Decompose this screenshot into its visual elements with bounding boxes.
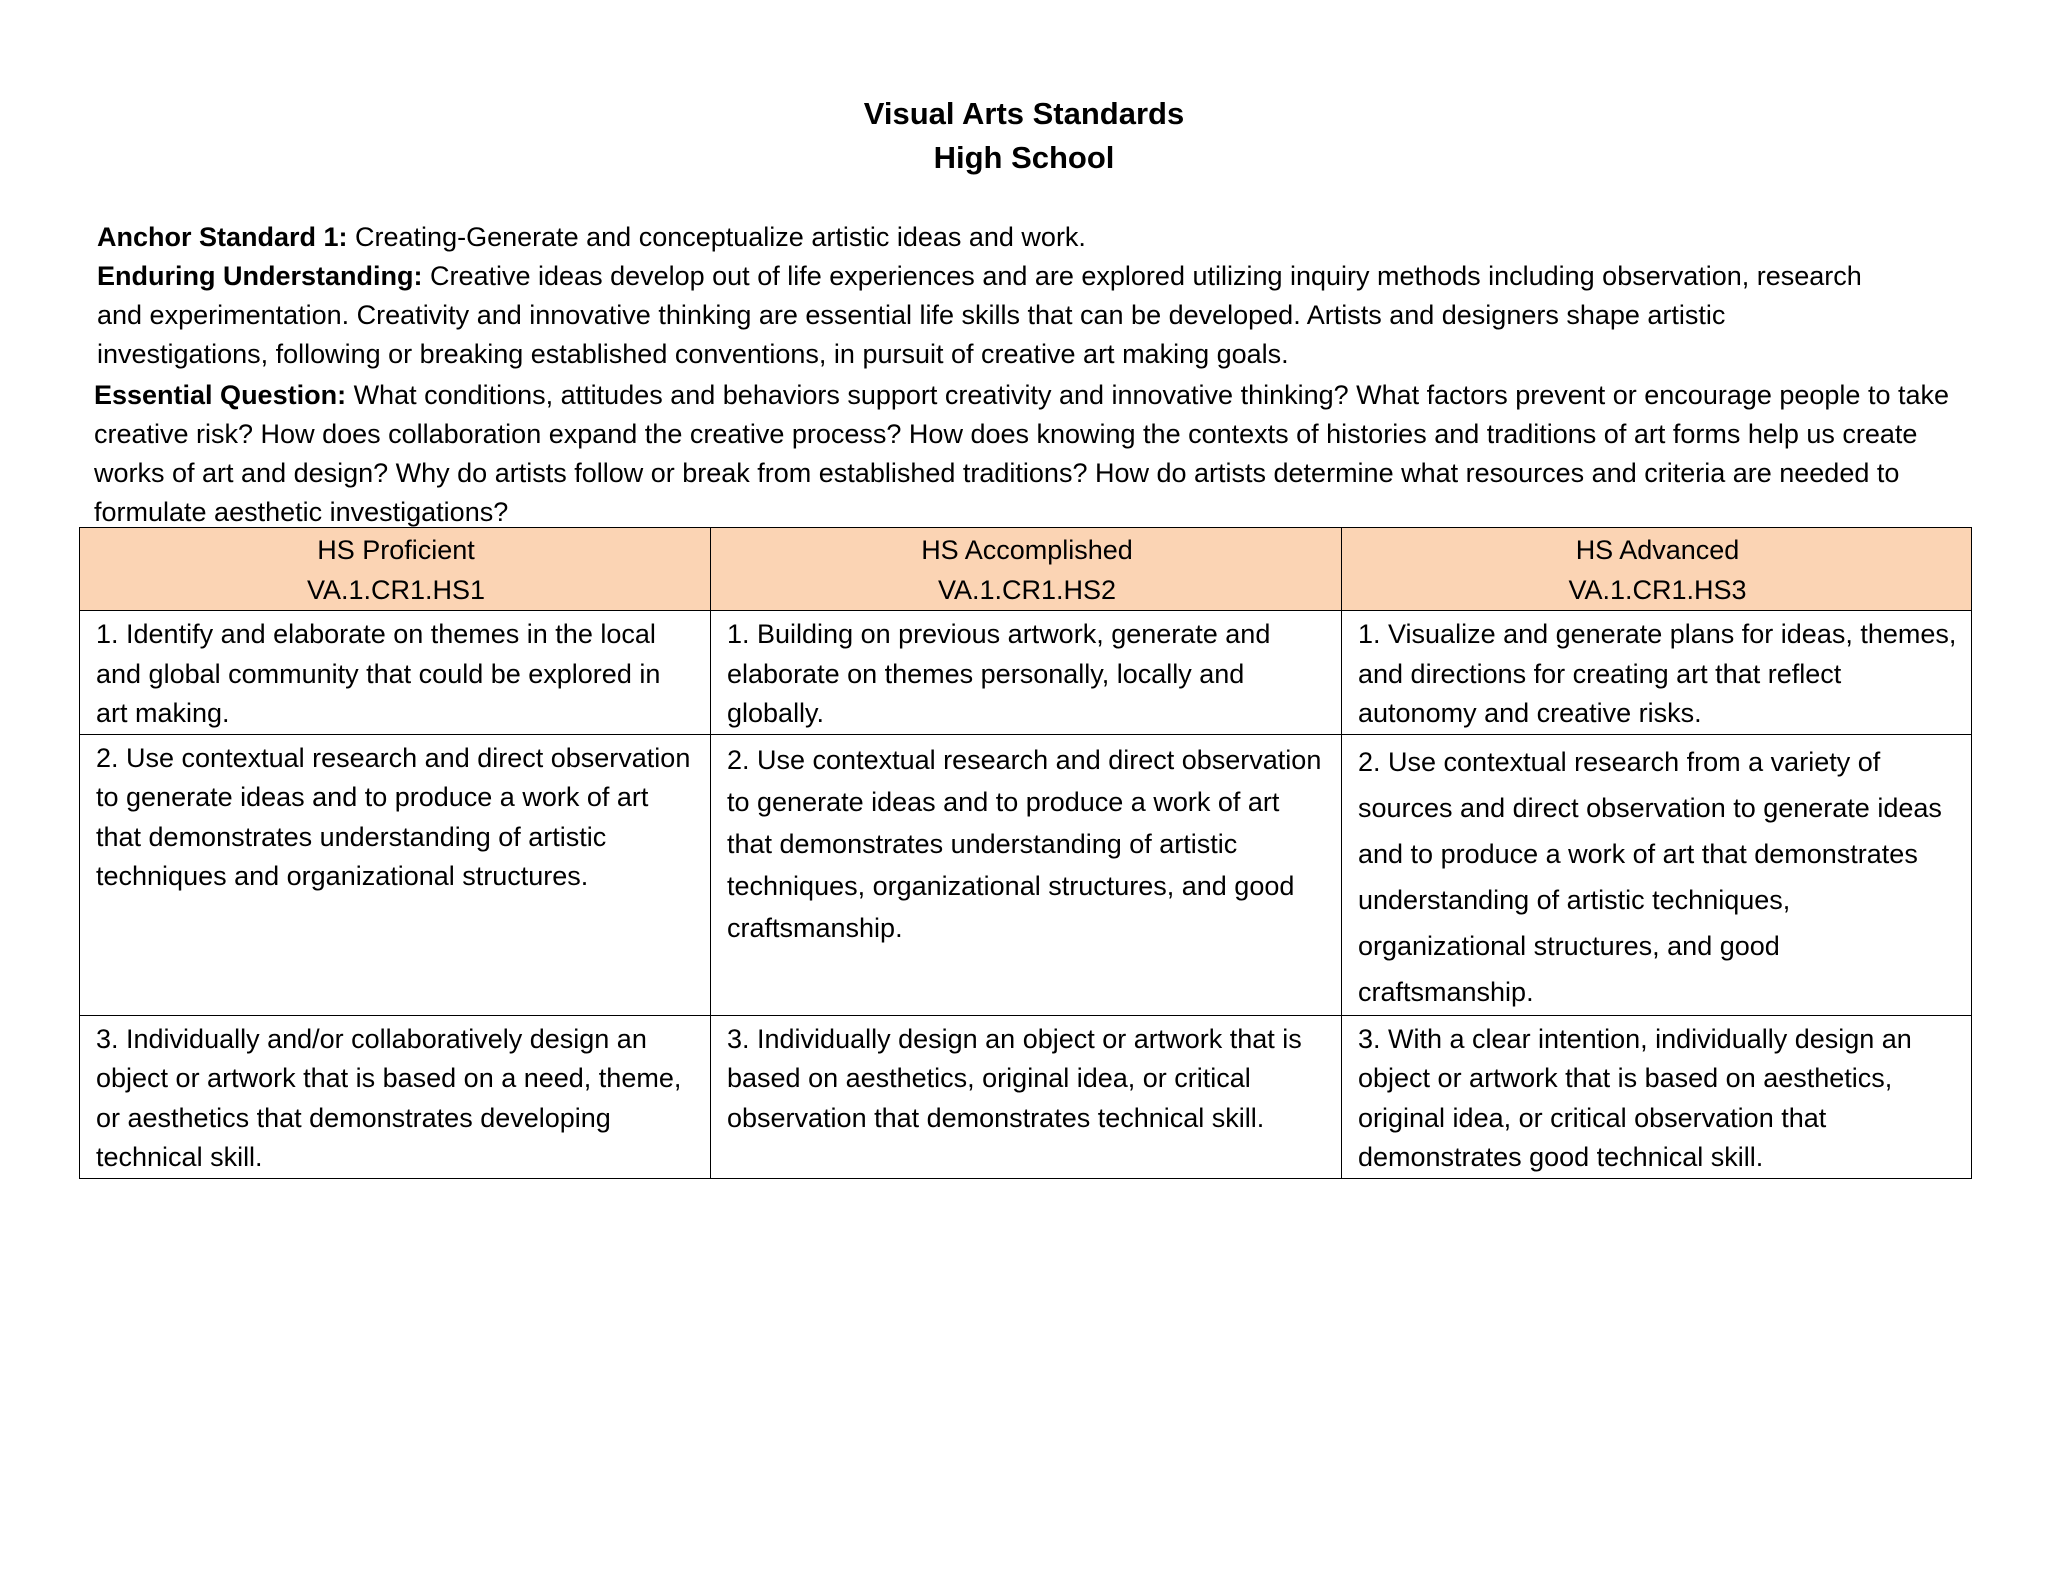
enduring-understanding <box>97 257 1897 374</box>
table-cell: 1. Identify and elaborate on themes in the local and global community that could be explored in art making. <box>80 611 711 735</box>
column-code: VA.1.CR1.HS3 <box>1568 575 1747 605</box>
anchor-standard-label: Anchor Standard 1: <box>97 222 348 252</box>
table-cell: 1. Building on previous artwork, generate and elaborate on themes personally, locally and globally. <box>711 611 1342 735</box>
table-cell: 3. Individually and/or collaboratively design an object or artwork that is based on a need, theme, or aesthetics that demonstrates developing technical skill. <box>80 1015 711 1178</box>
essential-question-label: Essential Question: <box>94 380 347 410</box>
enduring-understanding-text: Creative ideas develop out of life experiences and are explored utilizing inquiry methods including observation, research and experimentation. Creativity and innovative thinking are essential life skills that can be developed. Artists and designers shape artistic investigations, following or breaking established conventions, in pursuit of creative art making goals. <box>97 261 1862 369</box>
enduring-understanding-label: Enduring Understanding: <box>97 261 423 291</box>
table-cell: 3. Individually design an object or artwork that is based on aesthetics, original idea, or critical observation that demonstrates technical skill. <box>711 1015 1342 1178</box>
column-name: HS Advanced <box>1575 535 1740 565</box>
essential-question-text: What conditions, attitudes and behaviors support creativity and innovative thinking? What factors prevent or encourage people to take creative risk? How does collaboration expand the creative process? How does knowing the contexts of histories and traditions of art forms help us create works of art and design? Why do artists follow or break from established traditions? How do artists determine what resources and criteria are needed to formulate aesthetic investigations? <box>94 380 1950 527</box>
anchor-standard-text: Creating-Generate and conceptualize artistic ideas and work. <box>347 222 1086 252</box>
table-row <box>80 734 1972 1015</box>
column-name: HS Proficient <box>317 535 475 565</box>
table-cell: 2. Use contextual research and direct observation to generate ideas and to produce a work of art that demonstrates understanding of artistic techniques, organizational structures, and good craftsmanship. <box>711 734 1342 1015</box>
document-subtitle: High School <box>933 140 1115 175</box>
standards-table <box>79 527 1972 1179</box>
anchor-standard <box>97 218 1977 257</box>
column-header-advanced <box>1342 528 1972 611</box>
column-code: VA.1.CR1.HS2 <box>937 575 1117 605</box>
table-cell: 1. Visualize and generate plans for ideas, themes, and directions for creating art that reflect autonomy and creative risks. <box>1342 611 1972 735</box>
document-heading <box>0 92 2048 180</box>
table-cell: 2. Use contextual research from a variety of sources and direct observation to generate ideas and to produce a work of art that demonstrates understanding of artistic techniques, organizational structures, and good craftsmanship. <box>1342 734 1972 1015</box>
column-header-accomplished <box>711 528 1342 611</box>
column-name: HS Accomplished <box>921 535 1133 565</box>
table-row <box>80 1015 1972 1178</box>
table-row <box>80 611 1972 735</box>
document-title: Visual Arts Standards <box>863 96 1185 131</box>
table-cell: 2. Use contextual research and direct observation to generate ideas and to produce a work of art that demonstrates understanding of artistic techniques and organizational structures. <box>80 734 711 1015</box>
essential-question <box>94 376 1974 532</box>
column-code: VA.1.CR1.HS1 <box>306 575 486 605</box>
table-cell: 3. With a clear intention, individually design an object or artwork that is based on aesthetics, original idea, or critical observation that demonstrates good technical skill. <box>1342 1015 1972 1178</box>
table-header-row <box>80 528 1972 611</box>
column-header-proficient <box>80 528 711 611</box>
